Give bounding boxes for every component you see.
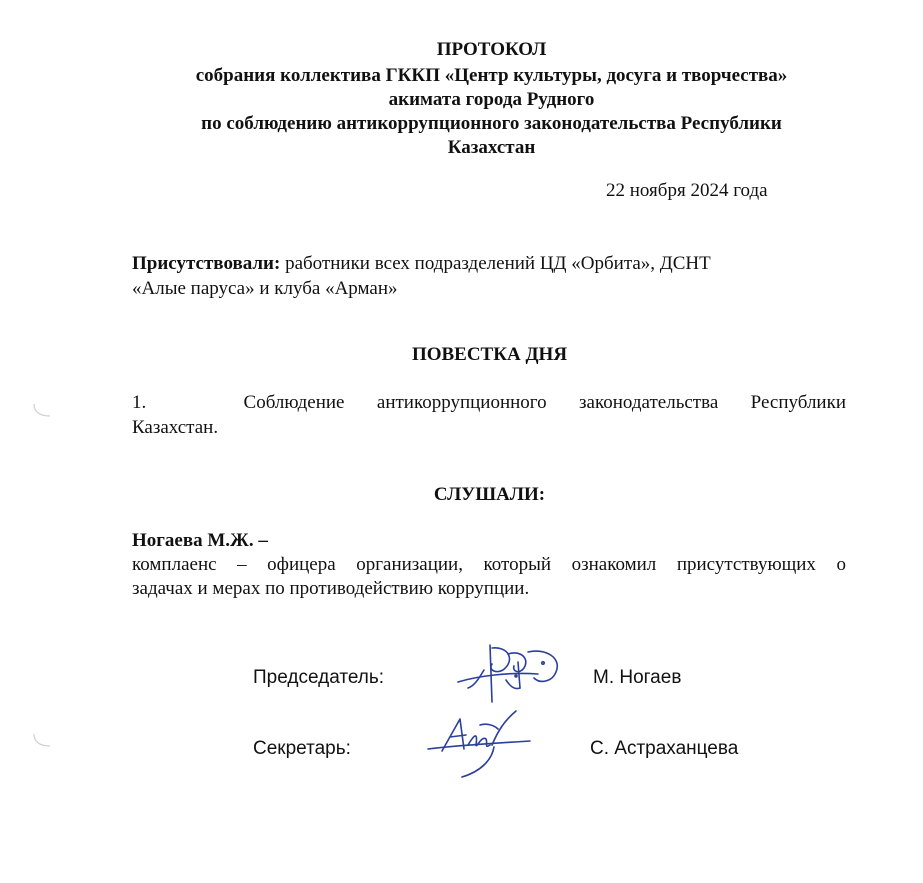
- attendees-text-2: «Алые паруса» и клуба «Арман»: [132, 278, 398, 299]
- chair-label: Председатель:: [253, 667, 385, 688]
- agenda-item-number: 1.: [132, 392, 147, 413]
- doc-date: 22 ноября 2024 года: [606, 180, 768, 201]
- doc-subtitle-line-1: собрания коллектива ГККП «Центр культуры, досуга и творчества»: [195, 65, 788, 86]
- attendees-label: Присутствовали:: [132, 253, 281, 274]
- speech-paragraph: [132, 553, 846, 601]
- scan-mark-icon: [30, 730, 52, 750]
- chair-signature-icon: [448, 640, 573, 710]
- secretary-name: С. Астраханцева: [590, 738, 739, 759]
- attendees-paragraph: [132, 251, 832, 301]
- doc-subtitle-line-2: акимата города Рудного: [388, 89, 595, 110]
- speech-line-2: задачах и мерах по противодействию коррупции.: [132, 578, 530, 599]
- scan-mark-icon: [30, 400, 52, 420]
- doc-subtitle-line-4: Казахстан: [447, 137, 536, 158]
- heard-heading: СЛУШАЛИ:: [433, 484, 546, 505]
- doc-title: ПРОТОКОЛ: [436, 39, 547, 60]
- secretary-label: Секретарь:: [253, 738, 351, 759]
- agenda-item-text: Соблюдение антикоррупционного законодательства Республики: [243, 392, 846, 413]
- speaker-name: Ногаева М.Ж. –: [132, 530, 268, 551]
- speech-line-1: комплаенс – офицера организации, который ознакомил присутствующих о: [132, 554, 846, 575]
- doc-subtitle-line-3: по соблюдению антикоррупционного законодательства Республики: [201, 113, 782, 134]
- agenda-item: [132, 390, 846, 415]
- chair-name: М. Ногаев: [593, 667, 682, 688]
- agenda-heading: ПОВЕСТКА ДНЯ: [411, 344, 568, 365]
- secretary-signature-icon: [420, 705, 535, 783]
- agenda-item-continued: Казахстан.: [132, 417, 219, 438]
- attendees-text: работники всех подразделений ЦД «Орбита», ДСНТ: [280, 253, 711, 274]
